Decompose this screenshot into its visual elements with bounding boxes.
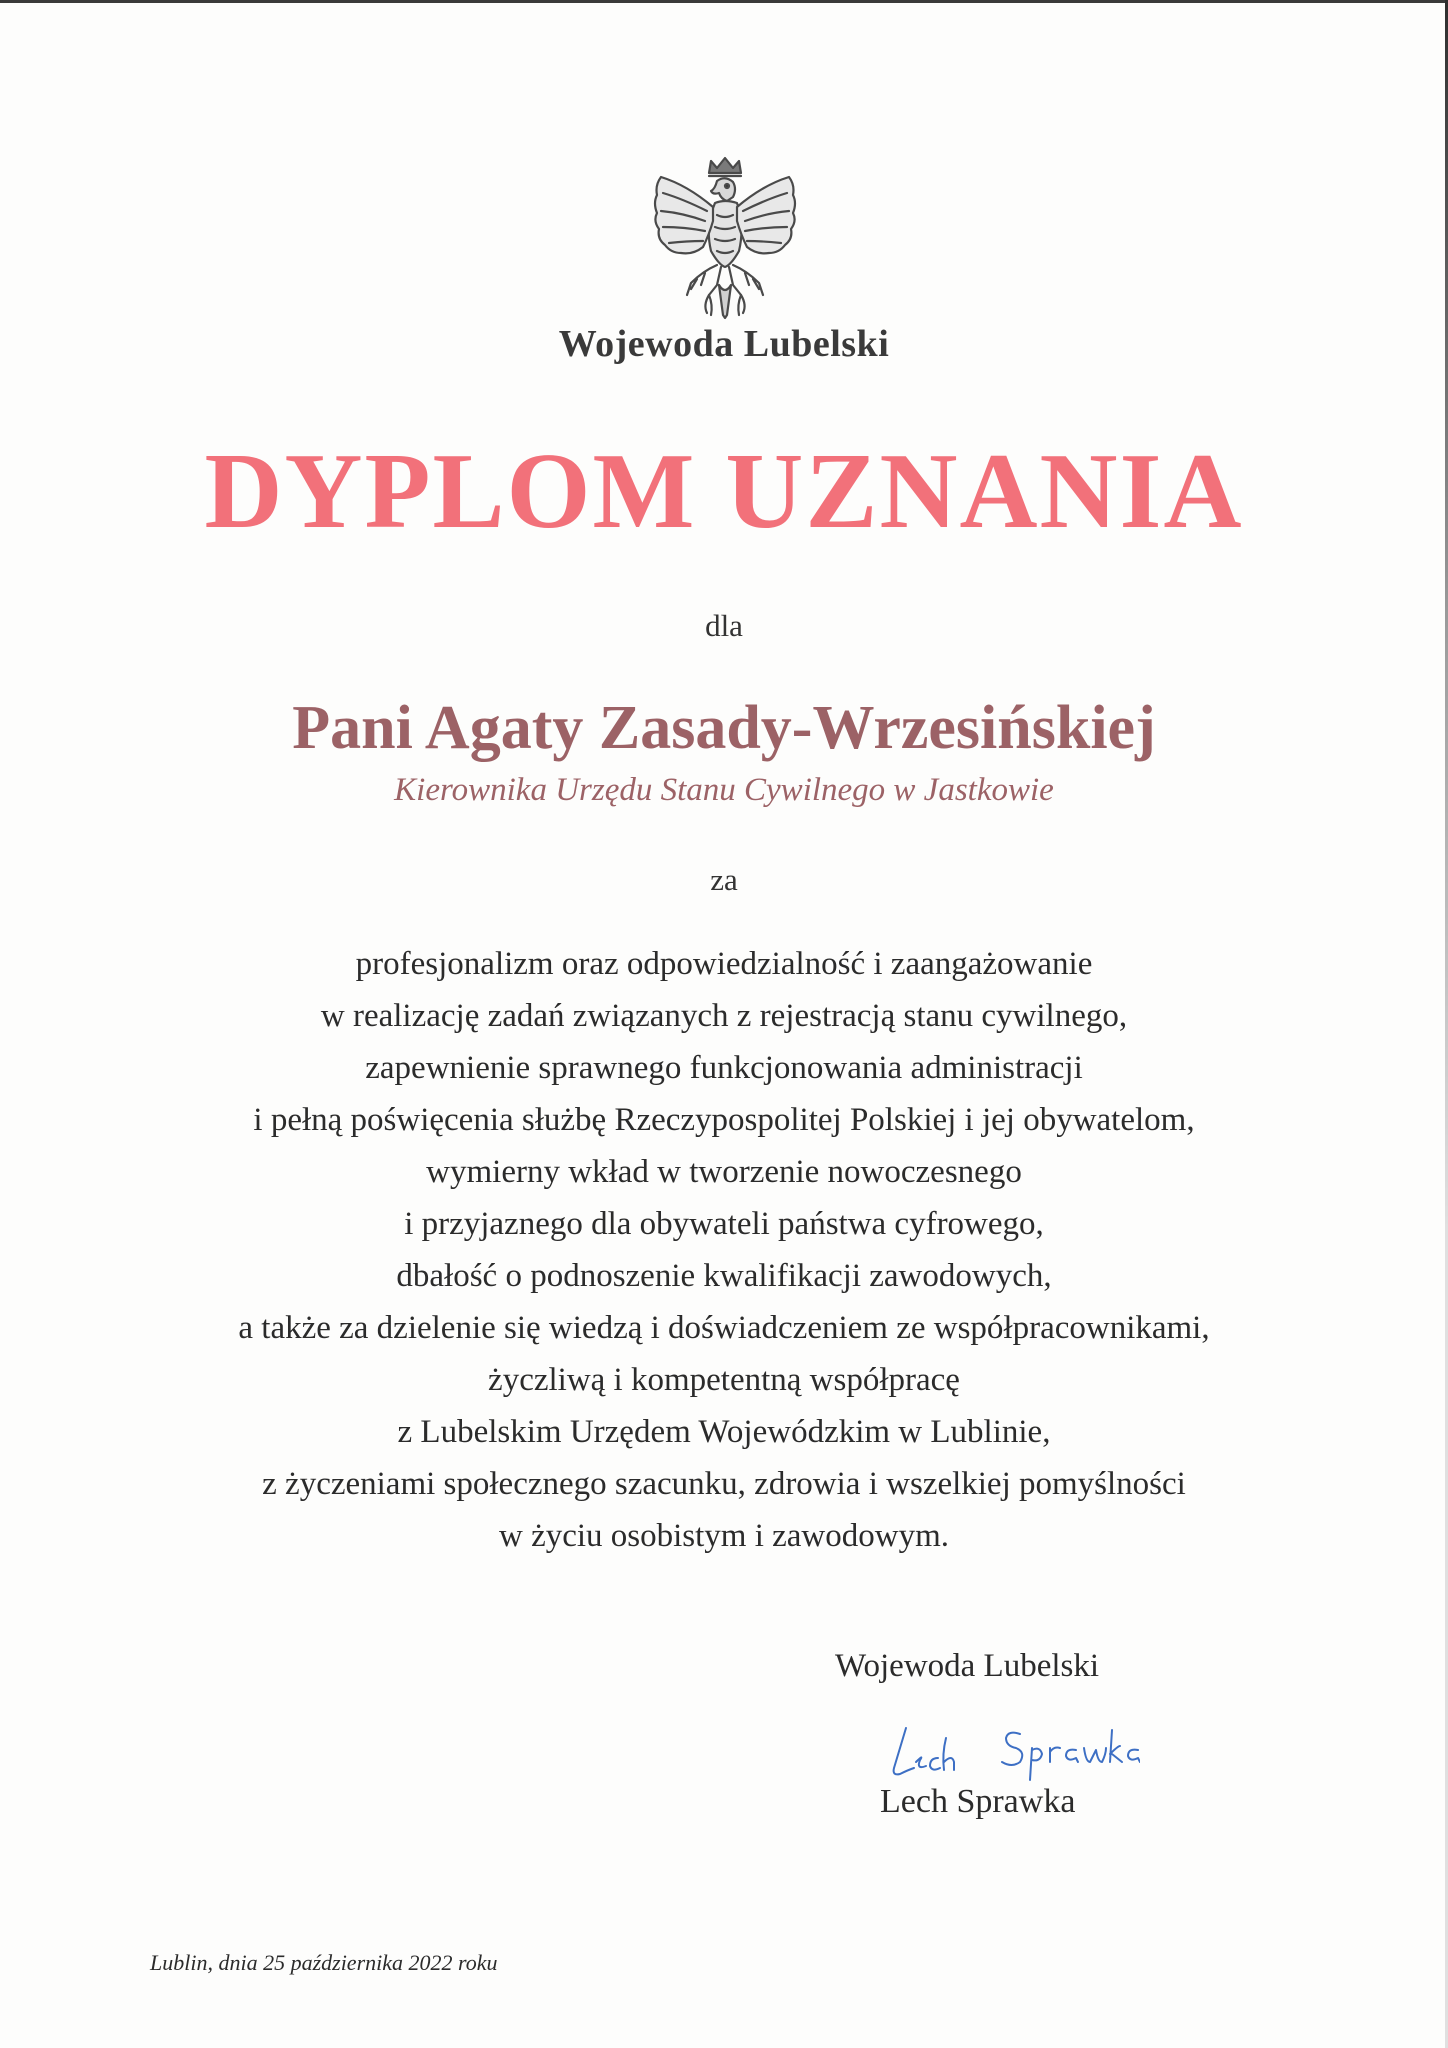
signatory-name: Lech Sprawka (880, 1783, 1076, 1820)
signatory-title: Wojewoda Lubelski (835, 1648, 1100, 1684)
handwritten-signature-icon (880, 1718, 1140, 1788)
citation-line: wymierny wkład w tworzenie nowoczesnego (426, 1154, 1022, 1190)
citation-text (0, 938, 1448, 1562)
document-title: DYPLOM UZNANIA (204, 432, 1244, 551)
recipient-position: Kierownika Urzędu Stanu Cywilnego w Jastkowie (394, 772, 1054, 808)
citation-line: i przyjaznego dla obywateli państwa cyfrowego, (404, 1206, 1044, 1242)
citation-line: i pełną poświęcenia służbę Rzeczypospolitej Polskiej i jej obywatelom, (253, 1102, 1195, 1138)
polish-eagle-emblem-icon (647, 155, 803, 320)
za-preposition: za (710, 862, 738, 897)
citation-line: dbałość o podnoszenie kwalifikacji zawodowych, (396, 1258, 1052, 1294)
citation-line: w realizację zadań związanych z rejestracją stanu cywilnego, (320, 998, 1128, 1034)
citation-line: z życzeniami społecznego szacunku, zdrowia i wszelkiej pomyślności (262, 1466, 1186, 1502)
issue-date: Lublin, dnia 25 października 2022 roku (150, 1950, 498, 1975)
dla-preposition: dla (705, 608, 743, 643)
citation-line: z Lubelskim Urzędem Wojewódzkim w Lublinie, (397, 1414, 1051, 1450)
citation-line: zapewnienie sprawnego funkcjonowania administracji (365, 1050, 1083, 1086)
citation-line: a także za dzielenie się wiedzą i doświadczeniem ze współpracownikami, (238, 1310, 1210, 1346)
citation-line: w życiu osobistym i zawodowym. (498, 1518, 950, 1554)
recipient-name: Pani Agaty Zasady-Wrzesińskiej (292, 694, 1156, 762)
issuing-authority: Wojewoda Lubelski (558, 323, 890, 365)
citation-line: życzliwą i kompetentną współpracę (488, 1362, 960, 1398)
citation-line: profesjonalizm oraz odpowiedzialność i zaangażowanie (355, 946, 1093, 982)
scan-edge-top (0, 0, 1448, 3)
